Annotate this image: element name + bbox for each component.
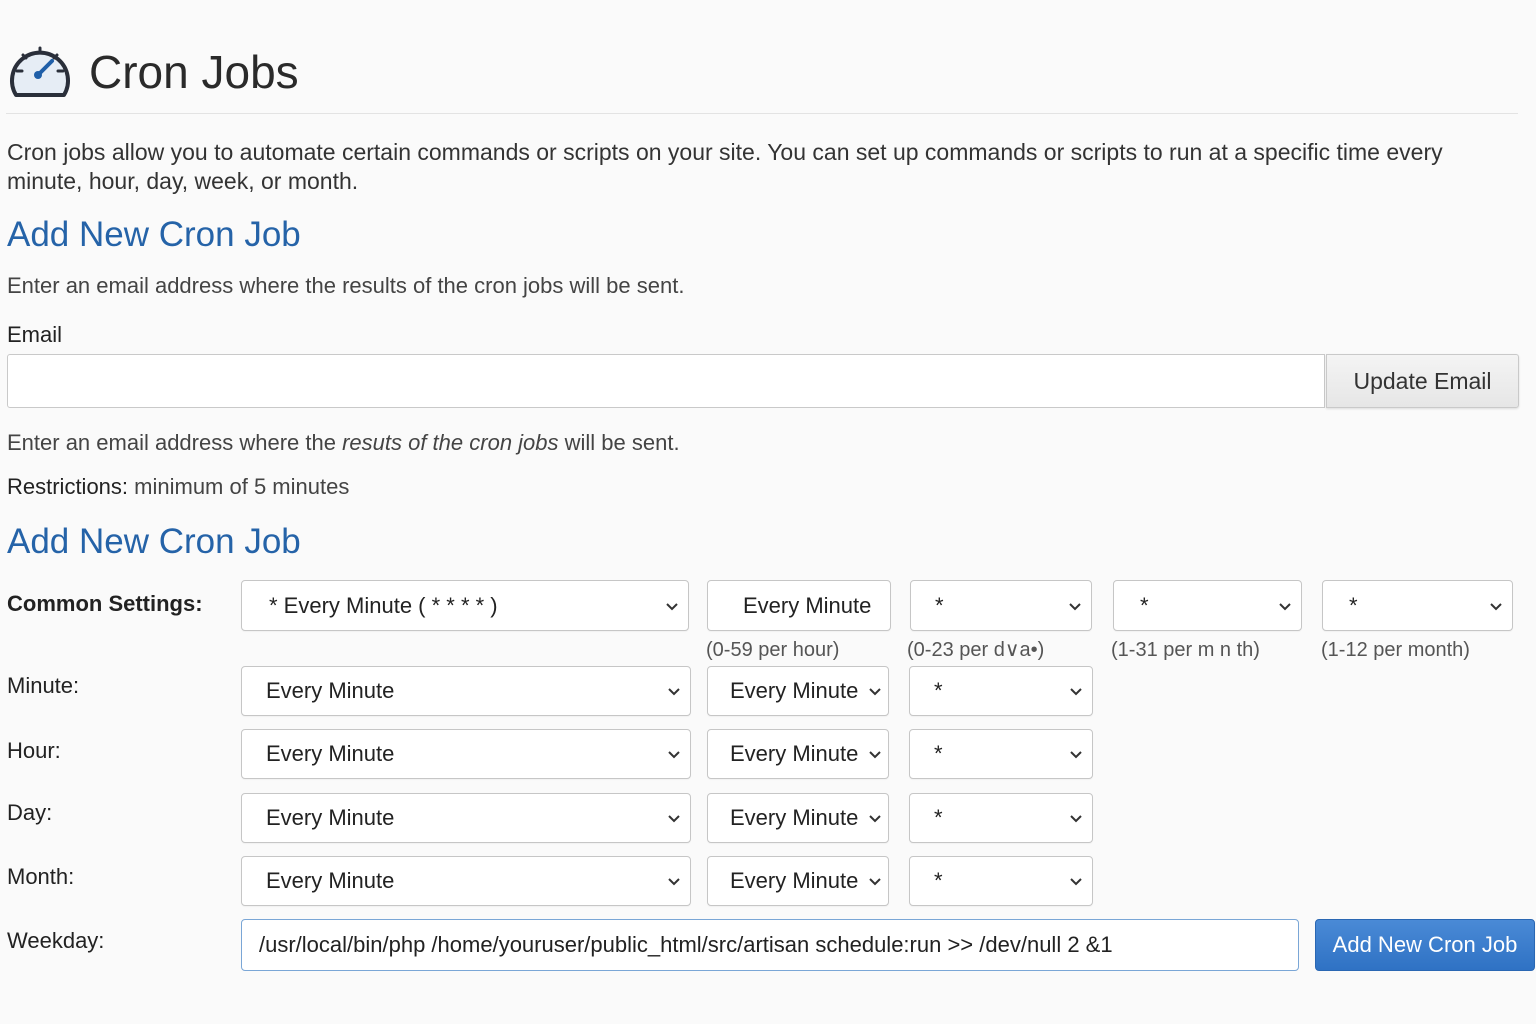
email-note	[7, 429, 680, 457]
minute-hint: (0-59 per hour)	[706, 639, 840, 661]
chevron-down-icon	[1069, 811, 1083, 825]
month-row-select-2[interactable]	[707, 856, 889, 906]
chevron-down-icon	[868, 684, 882, 698]
chevron-down-icon	[667, 684, 681, 698]
row-label-minute: Minute:	[7, 673, 80, 698]
day-hint: (1-31 per m n th)	[1111, 639, 1260, 661]
chevron-down-icon	[667, 811, 681, 825]
select-value: Every Minute	[266, 868, 395, 893]
email-input[interactable]	[7, 354, 1325, 408]
minute-select[interactable]	[707, 580, 891, 631]
select-value: *	[934, 741, 943, 766]
select-value: Every Minute	[266, 741, 395, 766]
minute-row-select-2[interactable]	[707, 666, 889, 716]
add-new-cron-job-button[interactable]: Add New Cron Job	[1315, 919, 1535, 971]
email-note-prefix: Enter an email address where the	[7, 430, 343, 455]
day-select[interactable]	[1113, 580, 1302, 631]
chevron-down-icon	[665, 599, 679, 613]
common-settings-select[interactable]	[241, 580, 689, 631]
select-value: *	[934, 678, 943, 703]
restrictions-label: Restrictions:	[7, 474, 129, 499]
restrictions-value: minimum of 5 minutes	[128, 474, 350, 499]
common-settings-label: Common Settings:	[7, 591, 203, 616]
hour-row-select-3[interactable]	[909, 729, 1093, 779]
hour-row-select-2[interactable]	[707, 729, 889, 779]
minute-select-value: Every Minute	[743, 592, 872, 618]
minute-row-select-1[interactable]	[241, 666, 691, 716]
email-note-italic: resuts of the cron jobs	[342, 430, 559, 455]
restrictions	[7, 473, 349, 501]
email-section-heading: Add New Cron Job	[7, 215, 301, 254]
intro-text: Cron jobs allow you to automate certain commands or scripts on your site. You can set up commands or scripts to run at a specific time every minute, hour, day, week, or month.	[7, 139, 1443, 194]
chevron-down-icon	[1069, 684, 1083, 698]
chevron-down-icon	[1069, 747, 1083, 761]
select-value: Every Minute	[730, 678, 859, 703]
hour-select[interactable]	[910, 580, 1092, 631]
row-label-month: Month:	[7, 864, 75, 889]
month-hint: (1-12 per month)	[1321, 639, 1470, 661]
chevron-down-icon	[667, 874, 681, 888]
chevron-down-icon	[1068, 599, 1082, 613]
row-label-hour: Hour:	[7, 738, 61, 763]
chevron-down-icon	[868, 874, 882, 888]
speedometer-icon	[6, 37, 74, 101]
day-select-value: *	[1140, 592, 1149, 618]
cron-section-heading: Add New Cron Job	[7, 522, 301, 561]
month-select-value: *	[1349, 592, 1358, 618]
email-section-description: Enter an email address where the results of the cron jobs will be sent.	[7, 273, 685, 298]
select-value: Every Minute	[730, 868, 859, 893]
minute-row-select-3[interactable]	[909, 666, 1093, 716]
hour-row-select-1[interactable]	[241, 729, 691, 779]
chevron-down-icon	[1069, 874, 1083, 888]
select-value: *	[934, 868, 943, 893]
hour-hint: (0-23 per d∨a•)	[907, 639, 1045, 661]
month-select[interactable]	[1322, 580, 1513, 631]
select-value: Every Minute	[266, 805, 395, 830]
hour-select-value: *	[935, 592, 944, 618]
month-row-select-3[interactable]	[909, 856, 1093, 906]
select-value: *	[934, 805, 943, 830]
select-value: Every Minute	[730, 805, 859, 830]
chevron-down-icon	[868, 747, 882, 761]
chevron-down-icon	[667, 747, 681, 761]
select-value: Every Minute	[730, 741, 859, 766]
command-input[interactable]	[241, 919, 1299, 971]
row-label-weekday: Weekday:	[7, 928, 105, 953]
day-row-select-1[interactable]	[241, 793, 691, 843]
chevron-down-icon	[1278, 599, 1292, 613]
row-label-day: Day:	[7, 800, 53, 825]
select-value: Every Minute	[266, 678, 395, 703]
email-label: Email	[7, 322, 63, 347]
page-title: Cron Jobs	[89, 46, 299, 98]
day-row-select-3[interactable]	[909, 793, 1093, 843]
common-settings-value: * Every Minute ( * * * * )	[269, 592, 498, 618]
chevron-down-icon	[868, 811, 882, 825]
chevron-down-icon	[1489, 599, 1503, 613]
title-divider	[6, 113, 1518, 114]
day-row-select-2[interactable]	[707, 793, 889, 843]
update-email-button[interactable]: Update Email	[1326, 354, 1519, 408]
email-note-suffix: will be sent.	[558, 430, 680, 455]
month-row-select-1[interactable]	[241, 856, 691, 906]
